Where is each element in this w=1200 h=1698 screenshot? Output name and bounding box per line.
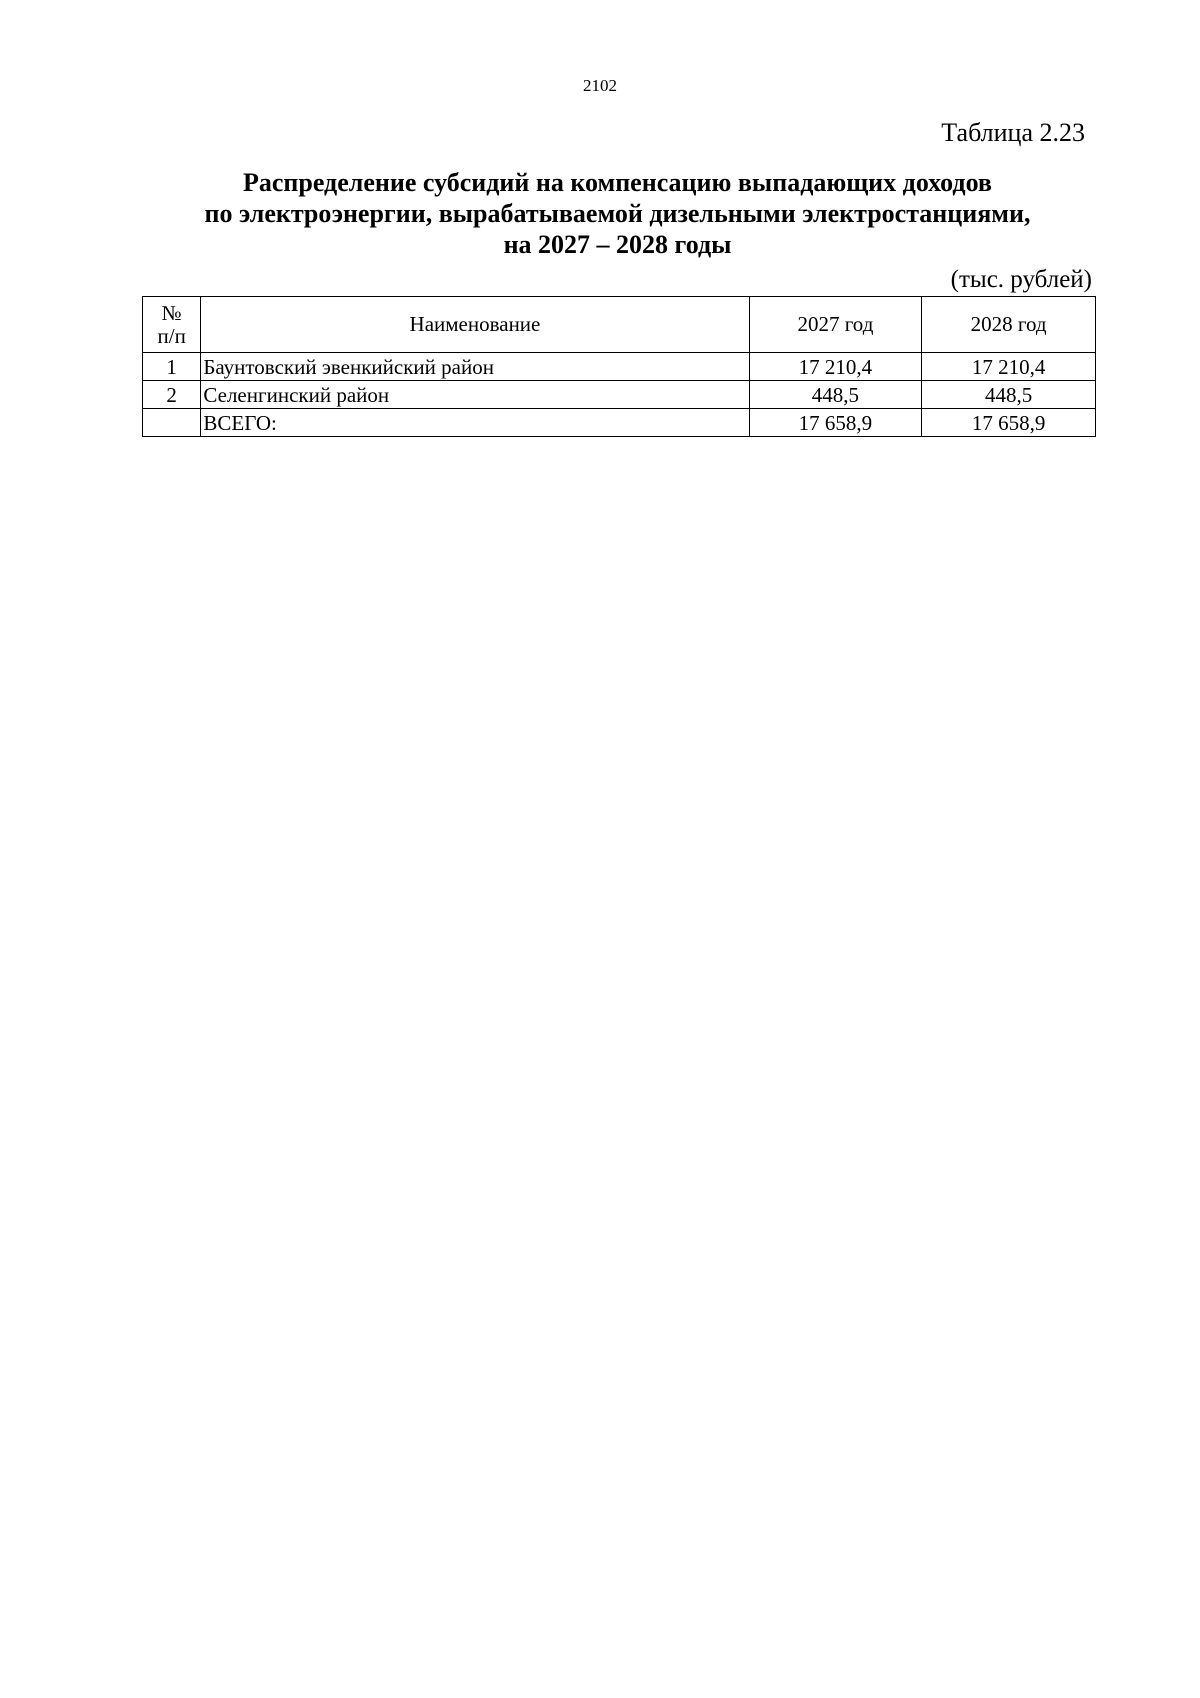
header-number-symbol: № [161, 300, 182, 325]
row-number: 1 [143, 353, 201, 381]
row-name: ВСЕГО: [201, 409, 749, 437]
subsidy-table [142, 296, 1096, 437]
table-total-row [143, 409, 1096, 437]
row-number [143, 409, 201, 437]
header-year-2027: 2027 год [749, 297, 922, 353]
row-number: 2 [143, 381, 201, 409]
header-year-2028: 2028 год [922, 297, 1096, 353]
page-number: 2102 [583, 76, 617, 95]
row-value-2028: 17 210,4 [922, 353, 1096, 381]
row-value-2027: 17 210,4 [749, 353, 922, 381]
row-value-2027: 448,5 [749, 381, 922, 409]
title-line: на 2027 – 2028 годы [503, 230, 732, 259]
header-number [143, 297, 201, 353]
row-name: Баунтовский эвенкийский район [201, 353, 749, 381]
document-title [140, 167, 1095, 260]
table-header-row [143, 297, 1096, 353]
table-label: Таблица 2.23 [941, 118, 1085, 147]
title-line: Распределение субсидий на компенсацию выпадающих доходов [243, 168, 992, 197]
units-note: (тыс. рублей) [950, 266, 1092, 293]
header-number-abbrev: п/п [157, 323, 186, 348]
row-value-2027: 17 658,9 [749, 409, 922, 437]
row-value-2028: 448,5 [922, 381, 1096, 409]
table-row [143, 381, 1096, 409]
title-line: по электроэнергии, вырабатываемой дизельными электростанциями, [204, 199, 1031, 228]
row-name: Селенгинский район [201, 381, 749, 409]
header-name: Наименование [201, 297, 749, 353]
row-value-2028: 17 658,9 [922, 409, 1096, 437]
table-row [143, 353, 1096, 381]
